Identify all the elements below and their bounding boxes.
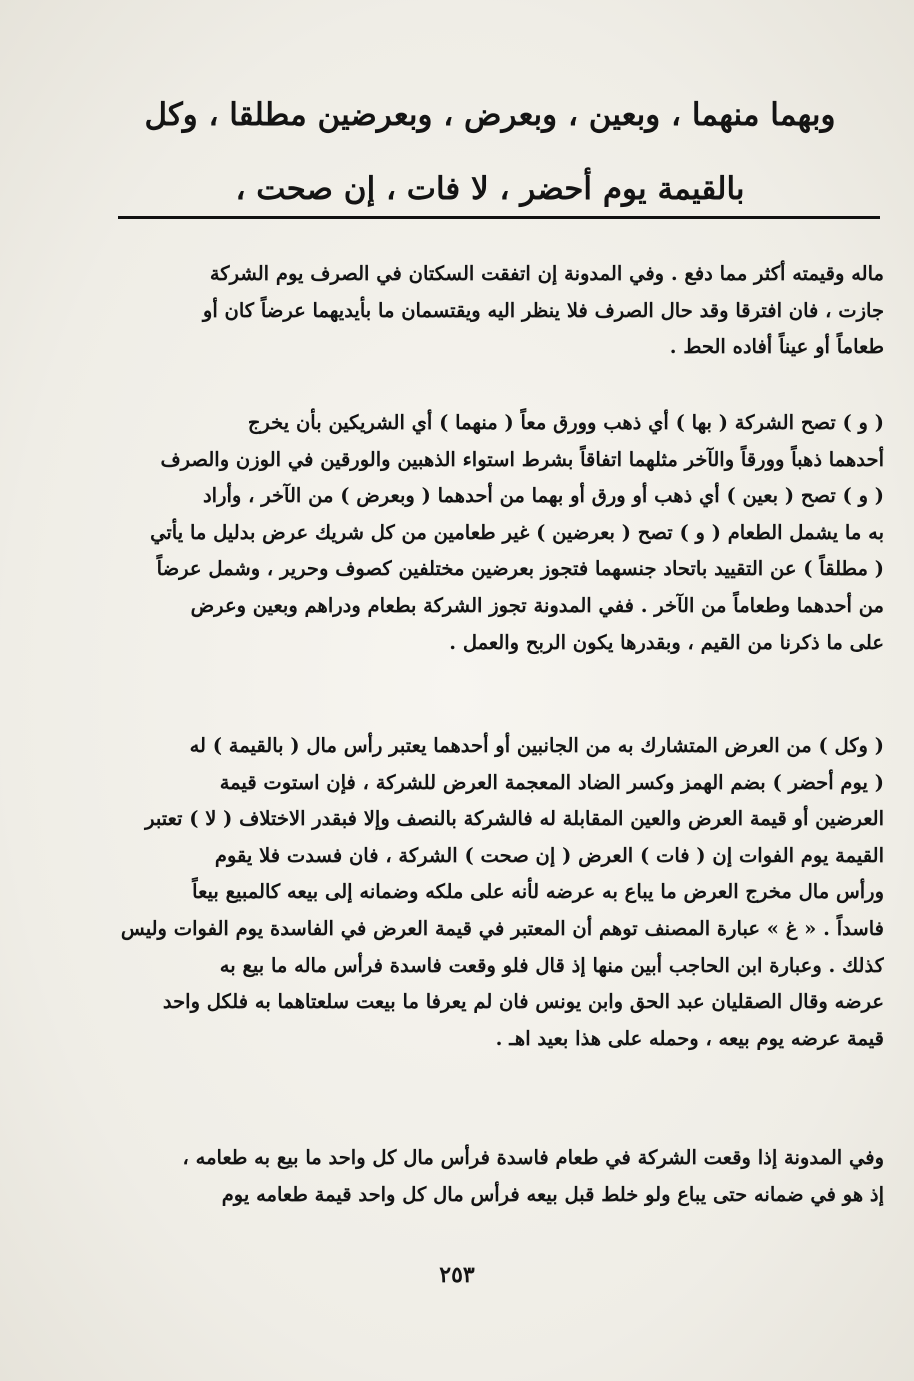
text-line: ( يوم أحضر ) بضم الهمز وكسر الضاد المعجمة العرض للشركة ، فإن استوت قيمة [219, 770, 884, 794]
text-line: القيمة يوم الفوات إن ( فات ) العرض ( إن صحت ) الشركة ، فان فسدت فلا يقوم [214, 843, 884, 867]
text-line: العرضين أو قيمة العرض والعين المقابلة له فالشركة بالنصف وإلا فبقدر الاختلاف ( لا ) تعتبر [145, 807, 884, 831]
text-line: وفي المدونة إذا وقعت الشركة في طعام فاسدة فرأس مال كل واحد ما بيع به طعامه ، [182, 1146, 884, 1169]
commentary-paragraph-1 [112, 256, 884, 366]
text-line: عرضه وقال الصقليان عبد الحق وابن يونس فان لم يعرفا ما بيعت سلعتاهما به فلكل واحد [162, 990, 884, 1014]
text-line: ( مطلقاً ) عن التقييد باتحاد جنسهما فتجوز بعرضين مختلفين كصوف وحرير ، وشمل عرضاً [156, 557, 884, 581]
text-line: فاسداً . « غ » عبارة المصنف توهم أن المعتبر في قيمة العرض في الفاسدة يوم الفوات وليس [120, 916, 884, 940]
text-line: من أحدهما وطعاماً من الآخر . ففي المدونة تجوز الشركة بطعام ودراهم وبعين وعرض [190, 593, 884, 617]
separator-rule [118, 216, 880, 219]
text-line: كذلك . وعبارة ابن الحاجب أبين منها إذ قال فلو وقعت فاسدة فرأس ماله ما بيع به [219, 953, 884, 977]
text-line: على ما ذكرنا من القيم ، وبقدرها يكون الربح والعمل . [449, 630, 884, 654]
text-line: ( وكل ) من العرض المتشارك به من الجانبين أو أحدهما يعتبر رأس مال ( بالقيمة ) له [189, 734, 884, 757]
matn-line-1: وبهما منهما ، وبعين ، وبعرض ، وبعرضين مطلقا ، وكل [144, 97, 836, 133]
text-line: ماله وقيمته أكثر مما دفع . وفي المدونة إن اتفقت السكتان في الصرف يوم الشركة [209, 262, 884, 285]
text-line: قيمة عرضه يوم بيعه ، وحمله على هذا بعيد اهـ . [495, 1026, 884, 1050]
text-line: به ما يشمل الطعام ( و ) تصح ( بعرضين ) غير طعامين من كل شريك عرض بدليل ما يأتي [150, 520, 884, 544]
text-line: إذ هو في ضمانه حتى يباع ولو خلط قبل بيعه فرأس مال كل واحد قيمة طعامه يوم [221, 1182, 884, 1206]
text-line: جازت ، فان افترقا وقد حال الصرف فلا ينظر اليه ويقتسمان ما بأيديهما عرضاً كان أو [202, 298, 884, 322]
text-line: ( و ) تصح ( بعين ) أي ذهب أو ورق أو بهما من أحدهما ( وبعرض ) من الآخر ، وأراد [202, 484, 884, 508]
text-line: طعاماً أو عيناً أفاده الحط . [669, 335, 884, 359]
text-line: ( و ) تصح الشركة ( بها ) أي ذهب وورق معاً ( منهما ) أي الشريكين بأن يخرج [247, 411, 884, 434]
text-line: أحدهما ذهباً وورقاً والآخر مثلهما اتفاقاً بشرط استواء الذهبين والورقين في الوزن والصرف [160, 447, 884, 471]
text-line: ورأس مال مخرج العرض ما يباع به عرضه لأنه على ملكه وضمانه إلى بيعه كالمبيع بيعاً [192, 880, 884, 904]
commentary-paragraph-3 [112, 728, 884, 1057]
page-number: ٢٥٣ [439, 1262, 475, 1288]
commentary-paragraph-4 [112, 1140, 884, 1213]
matn-line-2: بالقيمة يوم أحضر ، لا فات ، إن صحت ، [235, 171, 745, 207]
commentary-paragraph-2 [112, 405, 884, 661]
